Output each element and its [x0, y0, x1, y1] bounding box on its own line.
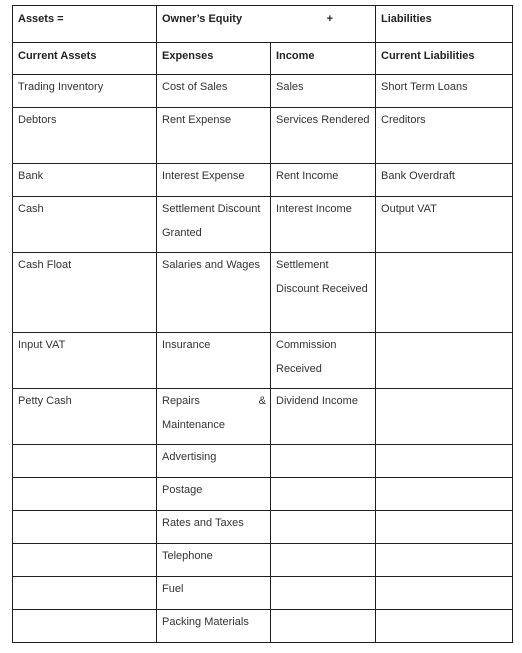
expense-cell: Telephone	[157, 544, 271, 577]
asset-cell: Cash	[13, 197, 157, 253]
assets-equals-label: Assets =	[18, 13, 64, 25]
expense-ampersand: &	[258, 395, 266, 407]
table-row	[13, 577, 513, 610]
liability-cell: Bank Overdraft	[376, 164, 513, 197]
expense-cell: Postage	[157, 478, 271, 511]
table-row	[13, 511, 513, 544]
asset-cell: Bank	[13, 164, 157, 197]
header-income: Income	[271, 43, 376, 75]
expense-cell: Settlement Discount Granted	[157, 197, 271, 253]
liability-cell	[376, 610, 513, 643]
income-cell: Commission Received	[271, 333, 376, 389]
asset-cell: Debtors	[13, 108, 157, 164]
liabilities-cell	[376, 6, 513, 43]
table-row	[13, 544, 513, 577]
asset-cell	[13, 445, 157, 478]
income-cell	[271, 610, 376, 643]
header-current-assets: Current Assets	[13, 43, 157, 75]
table-row	[13, 253, 513, 333]
liability-cell	[376, 511, 513, 544]
liability-cell	[376, 333, 513, 389]
table-row	[13, 478, 513, 511]
expense-cell: Interest Expense	[157, 164, 271, 197]
asset-cell: Cash Float	[13, 253, 157, 333]
expense-maintenance-text: Maintenance	[162, 418, 225, 431]
liability-cell: Output VAT	[376, 197, 513, 253]
liability-cell	[376, 577, 513, 610]
table-row	[13, 108, 513, 164]
table-row	[13, 197, 513, 253]
asset-cell	[13, 544, 157, 577]
header-expenses: Expenses	[157, 43, 271, 75]
owners-equity-label: Owner’s Equity	[162, 13, 243, 25]
liability-cell	[376, 544, 513, 577]
expense-cell: Packing Materials	[157, 610, 271, 643]
accounting-equation-table	[12, 5, 513, 643]
equation-row	[13, 6, 513, 43]
liability-cell: Short Term Loans	[376, 75, 513, 108]
expense-cell: Fuel	[157, 577, 271, 610]
table-row	[13, 333, 513, 389]
income-cell	[271, 478, 376, 511]
expense-cell: Cost of Sales	[157, 75, 271, 108]
income-cell	[271, 445, 376, 478]
liabilities-label: Liabilities	[381, 13, 432, 25]
income-cell: Services Rendered	[271, 108, 376, 164]
income-cell: Dividend Income	[271, 389, 376, 445]
asset-cell: Petty Cash	[13, 389, 157, 445]
income-cell	[271, 511, 376, 544]
plus-sign: +	[326, 13, 334, 25]
expense-cell	[157, 389, 271, 445]
liability-cell: Creditors	[376, 108, 513, 164]
liability-cell	[376, 445, 513, 478]
asset-cell	[13, 478, 157, 511]
asset-cell	[13, 577, 157, 610]
expense-cell: Advertising	[157, 445, 271, 478]
assets-equals-cell	[13, 6, 157, 43]
income-cell	[271, 544, 376, 577]
asset-cell	[13, 511, 157, 544]
income-cell: Sales	[271, 75, 376, 108]
asset-cell: Trading Inventory	[13, 75, 157, 108]
income-cell: Settlement Discount Received	[271, 253, 376, 333]
owners-equity-cell	[157, 6, 376, 43]
table-row	[13, 389, 513, 445]
table-row	[13, 164, 513, 197]
income-cell: Interest Income	[271, 197, 376, 253]
header-current-liabilities: Current Liabilities	[376, 43, 513, 75]
expense-cell: Rent Expense	[157, 108, 271, 164]
expense-repairs-text: Repairs	[162, 395, 200, 407]
asset-cell	[13, 610, 157, 643]
liability-cell	[376, 253, 513, 333]
income-cell: Rent Income	[271, 164, 376, 197]
table-row	[13, 445, 513, 478]
table-row	[13, 610, 513, 643]
header-row	[13, 43, 513, 75]
asset-cell: Input VAT	[13, 333, 157, 389]
expense-cell: Insurance	[157, 333, 271, 389]
expense-cell: Salaries and Wages	[157, 253, 271, 333]
expense-cell: Rates and Taxes	[157, 511, 271, 544]
income-cell	[271, 577, 376, 610]
liability-cell	[376, 478, 513, 511]
liability-cell	[376, 389, 513, 445]
table-row	[13, 75, 513, 108]
